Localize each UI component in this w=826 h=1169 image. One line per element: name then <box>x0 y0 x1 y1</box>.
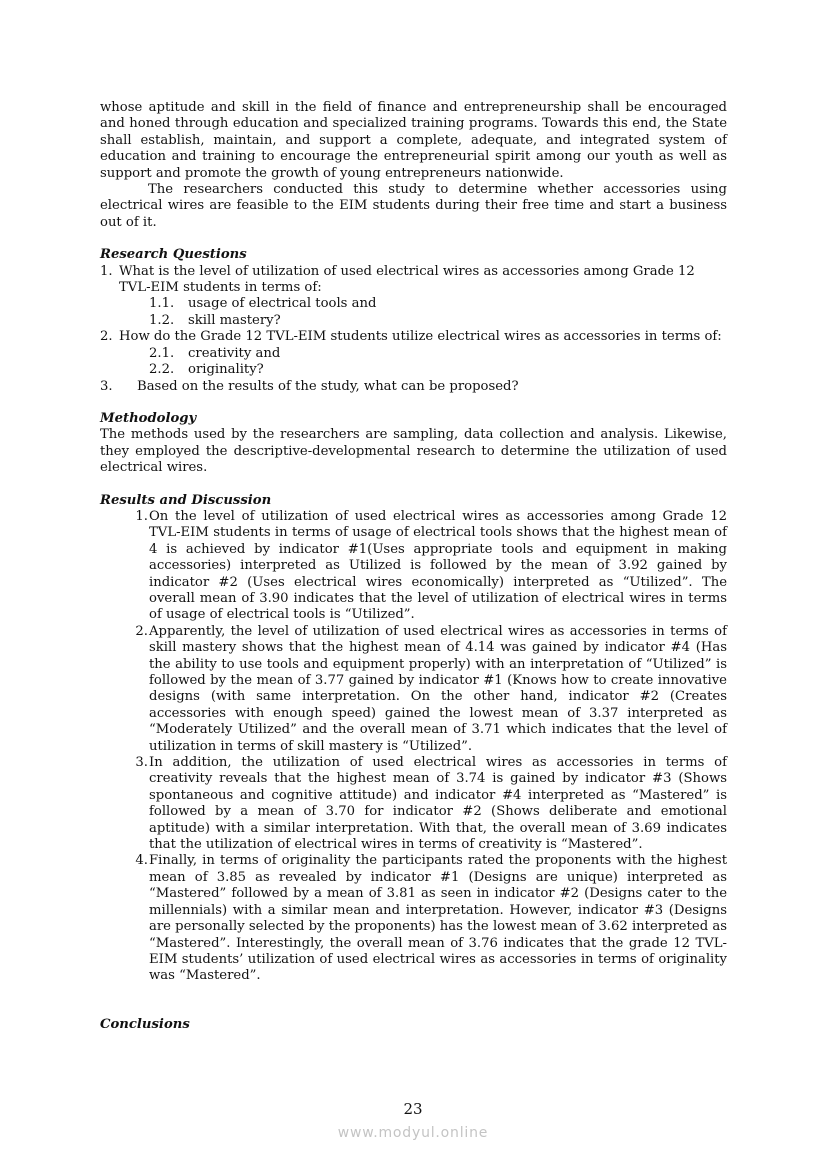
list-item-number: 2. <box>135 623 148 639</box>
page-content <box>100 100 727 1033</box>
list-item <box>100 624 727 755</box>
sub-question-number: 2.1. <box>149 345 175 361</box>
list-item-number: 4. <box>135 853 148 869</box>
question-number: 2. <box>100 329 113 345</box>
question-text-continued: TVL-EIM students in terms of: <box>119 280 322 296</box>
sub-question <box>100 313 727 329</box>
methodology-heading: Methodology <box>100 410 197 426</box>
research-question-2 <box>100 329 727 378</box>
list-item <box>100 853 727 984</box>
sub-question-text: usage of electrical tools and <box>188 296 377 312</box>
methodology-text: The methods used by the researchers are sampling, data collection and analysis. Likewise, they employed the descriptive-developmental research to determine the utilization of used electrical wires. <box>100 427 727 476</box>
list-item-number: 3. <box>135 755 148 771</box>
watermark: www.modyul.online <box>337 1125 489 1141</box>
sub-question-number: 1.1. <box>149 296 175 312</box>
question-text: Based on the results of the study, what can be proposed? <box>137 378 519 394</box>
intro-paragraph-2: The researchers conducted this study to determine whether accessories using electrical wires are feasible to the EIM students during their free time and start a business out of it. <box>100 182 727 230</box>
sub-question-number: 1.2. <box>149 312 175 328</box>
list-item-text: In addition, the utilization of used electrical wires as accessories in terms of creativity reveals that the highest mean of 3.74 is gained by indicator #3 (Shows spontaneous and cognitive attitude) and indicator #4 interpreted as “Mastered” is followed by a mean of 3.70 for indicator #2 (Shows deliberate and emotional aptitude) with a similar interpretation. With that, the overall mean of 3.69 indicates that the utilization of electrical wires in terms of creativity is “Mastered”. <box>149 755 727 853</box>
question-text: What is the level of utilization of used electrical wires as accessories among Grade 12 <box>119 263 695 279</box>
sub-question <box>100 296 727 312</box>
research-question-1 <box>100 264 727 330</box>
question-text: How do the Grade 12 TVL-EIM students utilize electrical wires as accessories in terms of: <box>119 329 722 345</box>
list-item-text: Finally, in terms of originality the participants rated the proponents with the highest mean of 3.85 as revealed by indicator #1 (Designs are unique) interpreted as “Mastered” followed by a mean of 3.81 as seen in indicator #2 (Designs cater to the millennials) with a similar mean and interpretation. However, indicator #3 (Designs are personally selected by the proponents) has the lowest mean of 3.62 interpreted as “Mastered”. Interestingly, the overall mean of 3.76 indicates that the grade 12 TVL-EIM students’ utilization of used electrical wires as accessories in terms of originality was “Mastered”. <box>149 853 727 984</box>
sub-question <box>100 362 727 378</box>
list-item <box>100 755 727 853</box>
research-questions-heading: Research Questions <box>100 247 247 263</box>
list-item <box>100 509 727 624</box>
list-item-text: On the level of utilization of used electrical wires as accessories among Grade 12 TVL-EIM students in terms of usage of electrical tools shows that the highest mean of 4 is achieved by indicator #1(Uses appropriate tools and equipment in making accessories) interpreted as Utilized is followed by the mean of 3.92 gained by indicator #2 (Uses electrical wires economically) interpreted as “Utilized”. The overall mean of 3.90 indicates that the level of utilization of electrical wires in terms of usage of electrical tools is “Utilized”. <box>149 508 727 623</box>
list-item-number: 1. <box>135 508 148 524</box>
sub-question <box>100 346 727 362</box>
conclusions-heading: Conclusions <box>100 1016 190 1032</box>
research-question-3 <box>100 379 727 395</box>
intro-paragraph-1: whose aptitude and skill in the field of finance and entrepreneurship shall be encouraged and honed through education and specialized training programs. Towards this end, the State shall establish, maintain, and support a complete, adequate, and integrated system of education and training to encourage the entrepreneurial spirit among our youth as well as support and promote the growth of young entrepreneurs nationwide. <box>100 100 727 181</box>
sub-question-text: skill mastery? <box>188 312 281 328</box>
question-number: 1. <box>100 263 113 279</box>
page-number: 23 <box>403 1100 423 1118</box>
list-item-text: Apparently, the level of utilization of used electrical wires as accessories in terms of skill mastery shows that the highest mean of 4.14 was gained by indicator #4 (Has the ability to use tools and equipment properly) with an interpretation of “Utilized” is followed by the mean of 3.77 gained by indicator #1 (Knows how to create innovative designs (with same interpretation. On the other hand, indicator #2 (Creates accessories with enough speed) gained the lowest mean of 3.37 interpreted as “Moderately Utilized” and the overall mean of 3.71 which indicates that the level of utilization in terms of skill mastery is “Utilized”. <box>149 623 727 754</box>
sub-question-text: creativity and <box>188 345 281 361</box>
results-heading: Results and Discussion <box>100 492 272 508</box>
sub-question-text: originality? <box>188 362 264 378</box>
question-number: 3. <box>100 378 113 394</box>
results-list <box>100 509 727 985</box>
sub-question-number: 2.2. <box>149 362 175 378</box>
